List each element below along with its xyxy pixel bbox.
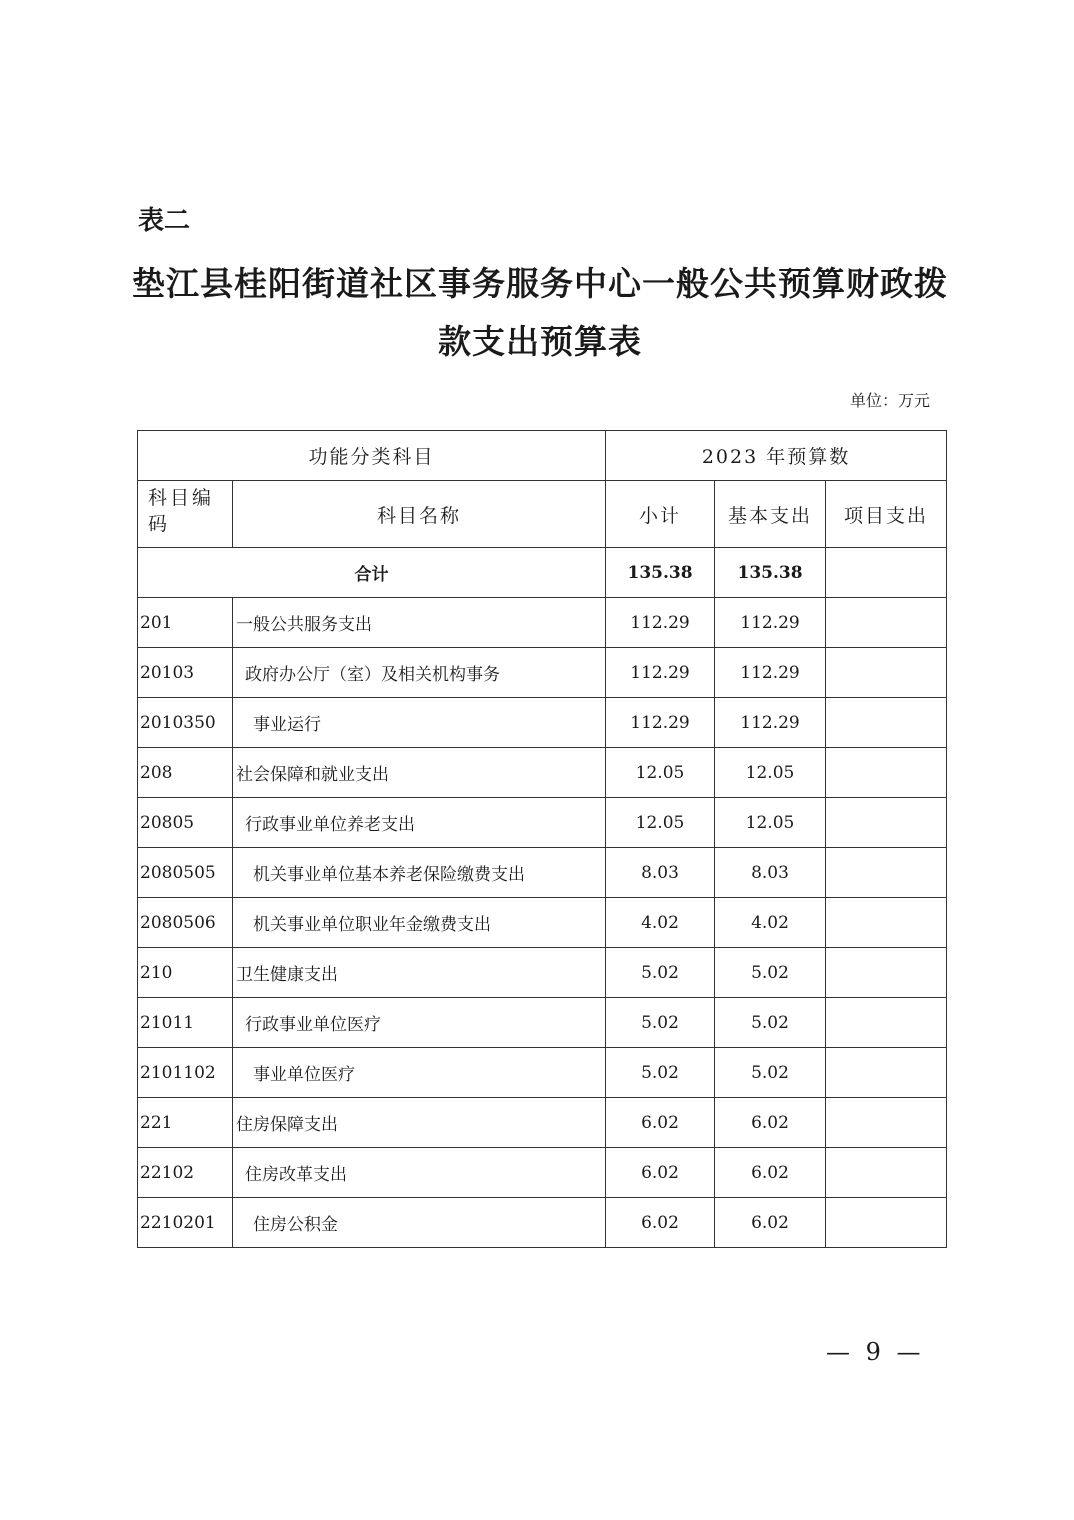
row-code: 2010350	[138, 698, 233, 748]
row-code: 22102	[138, 1148, 233, 1198]
table-row	[138, 898, 947, 948]
row-code: 2210201	[138, 1198, 233, 1248]
row-project	[826, 648, 947, 698]
row-basic: 112.29	[715, 648, 826, 698]
row-basic: 5.02	[715, 998, 826, 1048]
total-project	[826, 548, 947, 598]
row-subtotal: 112.29	[606, 648, 715, 698]
row-project	[826, 1098, 947, 1148]
row-name: 住房改革支出	[233, 1148, 606, 1198]
table-row	[138, 798, 947, 848]
row-basic: 112.29	[715, 598, 826, 648]
row-name: 住房公积金	[233, 1198, 606, 1248]
row-subtotal: 5.02	[606, 948, 715, 998]
row-subtotal: 6.02	[606, 1198, 715, 1248]
row-basic: 8.03	[715, 848, 826, 898]
table-row	[138, 1198, 947, 1248]
row-subtotal: 12.05	[606, 798, 715, 848]
table-row	[138, 648, 947, 698]
row-name: 事业单位医疗	[233, 1048, 606, 1098]
row-project	[826, 998, 947, 1048]
row-basic: 12.05	[715, 798, 826, 848]
row-project	[826, 948, 947, 998]
table-label: 表二	[138, 206, 191, 236]
row-subtotal: 5.02	[606, 1048, 715, 1098]
table-row	[138, 1148, 947, 1198]
row-basic: 5.02	[715, 1048, 826, 1098]
row-name: 卫生健康支出	[233, 948, 606, 998]
total-label: 合计	[138, 548, 606, 598]
header-name: 科目名称	[233, 481, 606, 548]
row-code: 20103	[138, 648, 233, 698]
row-code: 21011	[138, 998, 233, 1048]
row-project	[826, 598, 947, 648]
row-code: 201	[138, 598, 233, 648]
row-subtotal: 6.02	[606, 1148, 715, 1198]
row-basic: 6.02	[715, 1198, 826, 1248]
row-basic: 6.02	[715, 1098, 826, 1148]
budget-table	[137, 430, 947, 1248]
row-project	[826, 848, 947, 898]
row-code: 2080505	[138, 848, 233, 898]
page-title-line-2: 款支出预算表	[438, 322, 642, 361]
row-basic: 112.29	[715, 698, 826, 748]
header-project: 项目支出	[826, 481, 947, 548]
row-code: 208	[138, 748, 233, 798]
table-row	[138, 598, 947, 648]
row-code: 20805	[138, 798, 233, 848]
header-row-group	[138, 431, 947, 481]
row-subtotal: 4.02	[606, 898, 715, 948]
row-basic: 12.05	[715, 748, 826, 798]
row-project	[826, 798, 947, 848]
page-title-line-1: 垫江县桂阳街道社区事务服务中心一般公共预算财政拨	[132, 264, 948, 303]
row-code: 221	[138, 1098, 233, 1148]
row-name: 机关事业单位基本养老保险缴费支出	[233, 848, 606, 898]
row-subtotal: 8.03	[606, 848, 715, 898]
row-subtotal: 12.05	[606, 748, 715, 798]
table-row	[138, 998, 947, 1048]
header-subtotal: 小计	[606, 481, 715, 548]
row-project	[826, 698, 947, 748]
table-row	[138, 848, 947, 898]
row-project	[826, 1048, 947, 1098]
header-budget-year: 2023 年预算数	[606, 431, 947, 481]
row-name: 住房保障支出	[233, 1098, 606, 1148]
row-name: 机关事业单位职业年金缴费支出	[233, 898, 606, 948]
table-row	[138, 1098, 947, 1148]
row-name: 行政事业单位养老支出	[233, 798, 606, 848]
row-code: 210	[138, 948, 233, 998]
row-name: 社会保障和就业支出	[233, 748, 606, 798]
row-project	[826, 748, 947, 798]
row-code: 2101102	[138, 1048, 233, 1098]
row-name: 事业运行	[233, 698, 606, 748]
table-row	[138, 1048, 947, 1098]
total-row	[138, 548, 947, 598]
row-name: 政府办公厅（室）及相关机构事务	[233, 648, 606, 698]
row-project	[826, 898, 947, 948]
table-row	[138, 698, 947, 748]
header-basic: 基本支出	[715, 481, 826, 548]
row-subtotal: 5.02	[606, 998, 715, 1048]
table-row	[138, 948, 947, 998]
page-number: — 9 —	[826, 1338, 925, 1366]
row-code: 2080506	[138, 898, 233, 948]
row-subtotal: 112.29	[606, 698, 715, 748]
total-subtotal: 135.38	[606, 548, 715, 598]
header-row-columns	[138, 481, 947, 548]
row-basic: 5.02	[715, 948, 826, 998]
row-subtotal: 6.02	[606, 1098, 715, 1148]
header-code: 科目编码	[138, 481, 233, 548]
row-subtotal: 112.29	[606, 598, 715, 648]
total-basic: 135.38	[715, 548, 826, 598]
unit-note: 单位：万元	[849, 391, 930, 410]
table-row	[138, 748, 947, 798]
row-name: 一般公共服务支出	[233, 598, 606, 648]
row-project	[826, 1198, 947, 1248]
row-basic: 4.02	[715, 898, 826, 948]
row-project	[826, 1148, 947, 1198]
header-function-classification: 功能分类科目	[138, 431, 606, 481]
row-name: 行政事业单位医疗	[233, 998, 606, 1048]
row-basic: 6.02	[715, 1148, 826, 1198]
